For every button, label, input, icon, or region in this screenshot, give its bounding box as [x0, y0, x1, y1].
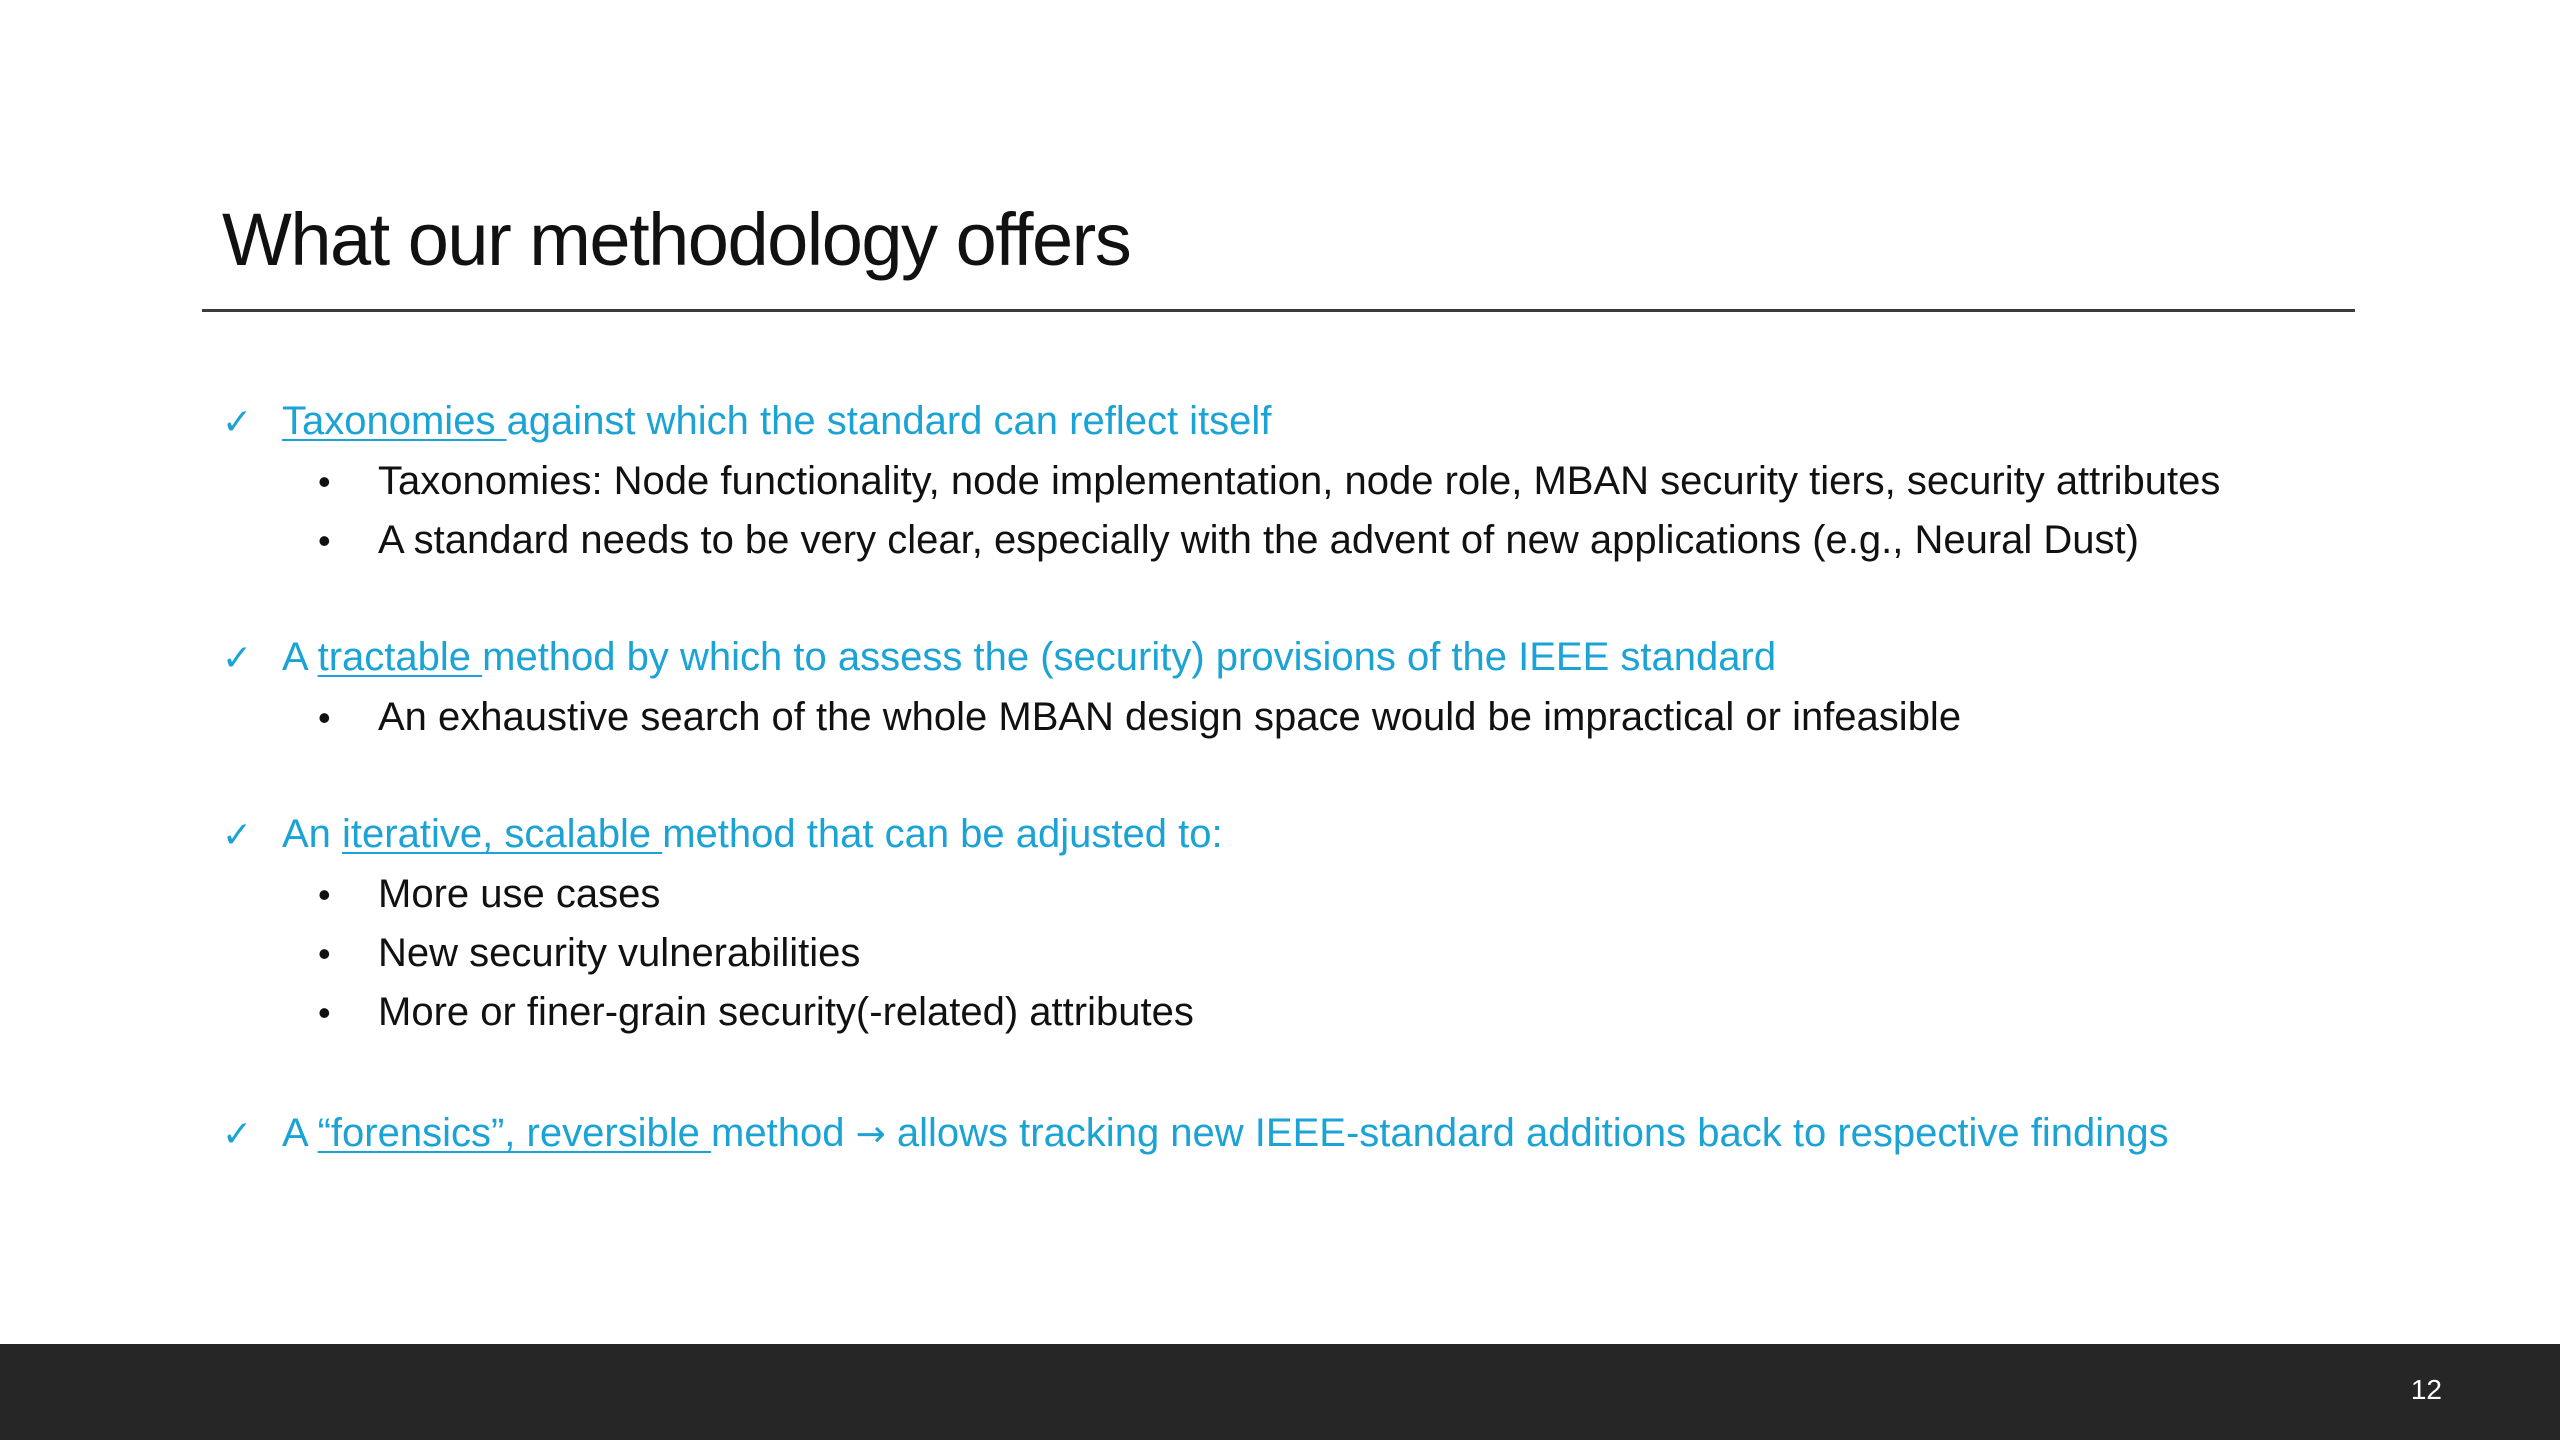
item-rest-text: method that can be adjusted to:	[662, 812, 1223, 856]
bullet-icon: •	[318, 697, 331, 738]
checklist-item-iterative	[222, 805, 2522, 865]
checklist-item-text	[282, 1104, 2169, 1164]
item-rest-text: method	[711, 1111, 845, 1155]
item-prefix: A	[282, 635, 318, 679]
item-rest-text: method by which to assess the (security) provisions of the IEEE standard	[482, 635, 1777, 679]
list-item-text: Taxonomies: Node functionality, node implementation, node role, MBAN security tiers, security attributes	[378, 459, 2221, 503]
slide-content	[222, 392, 2522, 1164]
underlined-term: tractable	[317, 635, 483, 679]
item-prefix: A	[282, 1111, 318, 1155]
sub-list	[222, 688, 2522, 747]
checklist-item-text	[282, 392, 1271, 450]
sub-list	[222, 452, 2522, 570]
list-item	[222, 924, 2522, 983]
title-divider	[202, 309, 2355, 312]
list-item-text: New security vulnerabilities	[378, 931, 861, 975]
list-item-text: More use cases	[378, 872, 661, 916]
bullet-icon: •	[318, 520, 331, 561]
underlined-term: Taxonomies	[282, 399, 507, 443]
check-icon: ✓	[222, 402, 253, 443]
bullet-icon: •	[318, 874, 331, 915]
checklist-item-taxonomies	[222, 392, 2522, 452]
list-item	[222, 511, 2522, 570]
underlined-term: iterative, scalable	[342, 812, 663, 856]
checklist-item-text	[282, 805, 1223, 863]
bullet-icon: •	[318, 933, 331, 974]
list-item	[222, 865, 2522, 924]
list-item	[222, 983, 2522, 1042]
spacer	[222, 570, 2522, 628]
list-item-text: An exhaustive search of the whole MBAN design space would be impractical or infeasible	[378, 695, 1962, 739]
spacer	[222, 747, 2522, 805]
item-prefix: An	[282, 812, 343, 856]
footer-bar	[0, 1344, 2560, 1440]
bullet-icon: •	[318, 992, 331, 1033]
item-rest-text: against which the standard can reflect itself	[506, 399, 1272, 443]
arrow-right-icon: →	[855, 1114, 886, 1155]
underlined-term: “forensics”, reversible	[317, 1111, 712, 1155]
spacer	[222, 1042, 2522, 1104]
list-item	[222, 688, 2522, 747]
check-icon: ✓	[222, 1114, 253, 1155]
item-rest-text-2: allows tracking new IEEE-standard additions back to respective findings	[885, 1111, 2169, 1155]
bullet-icon: •	[318, 461, 331, 502]
checklist-item-text	[282, 628, 1776, 686]
check-icon: ✓	[222, 638, 253, 679]
list-item-text: A standard needs to be very clear, especially with the advent of new applications (e.g., Neural Dust)	[378, 518, 2139, 562]
check-icon: ✓	[222, 815, 253, 856]
page-number: 12	[2410, 1374, 2442, 1405]
sub-list	[222, 865, 2522, 1042]
checklist-item-tractable	[222, 628, 2522, 688]
list-item	[222, 452, 2522, 511]
checklist-item-forensics	[222, 1104, 2522, 1164]
slide-title: What our methodology offers	[222, 198, 1131, 281]
list-item-text: More or finer-grain security(-related) attributes	[378, 990, 1194, 1034]
